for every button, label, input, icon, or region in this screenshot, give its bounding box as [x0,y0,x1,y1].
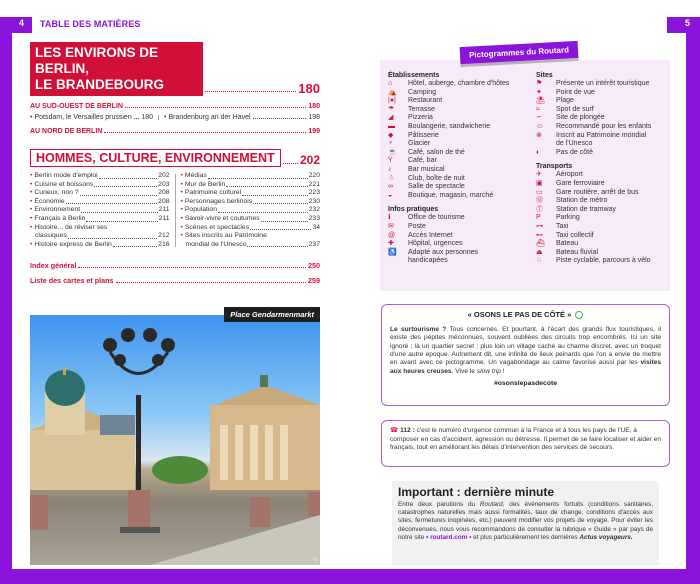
picto-label: Recommandé pour les enfants [556,122,652,130]
picto-item [388,132,536,141]
dot-leader [116,282,307,283]
picto-item [536,232,676,241]
toc-chapter-hommes[interactable] [30,149,320,167]
picto-label: Pizzeria [408,114,433,122]
entry-page: 208 [158,197,170,205]
entry-page: 223 [308,189,320,197]
music-icon: ♪ [388,165,392,173]
important-title: Important : dernière minute [398,485,555,499]
dot-leader [104,132,306,133]
picto-label: Site de plongée [556,114,605,122]
toc-entry[interactable] [30,206,170,215]
entry-label: Mur de Berlin [184,180,226,188]
entry-label: Brandenburg an der Havel [168,114,251,121]
entry-label: Histoire... de réviser ses [34,223,108,231]
kids-icon: ☺ [536,122,544,130]
bullet-icon: • [180,206,183,214]
toc-entry[interactable] [180,232,320,249]
routard-link[interactable]: • routard.com • [426,533,472,541]
toc-entry-brandenburg[interactable] [164,114,320,121]
toc-chapter-environs[interactable] [30,42,320,96]
tourism-office-icon: ℹ [388,214,391,222]
dot-leader [80,195,158,196]
side-step-icon [575,311,583,319]
section-title: AU NORD DE BERLIN [30,128,103,135]
picto-label-cont: de l'Unesco [556,140,593,148]
coffee-icon: ☕ [388,148,397,156]
entry-page: 211 [158,206,170,214]
toc-entry[interactable] [30,181,170,190]
picto-item [388,140,536,149]
picto-item [536,180,676,189]
index-page: 250 [308,261,320,271]
viewpoint-icon: ✦ [536,88,542,96]
toc-entry[interactable] [30,189,170,198]
dot-leader [283,163,298,164]
entry-page: 202 [158,172,170,179]
emergency-text: c'est le numéro d'urgence commun à la France et à tous les pays de l'UE, à composer en cas d'accident, agression ou détresse. Il permet de se faire localiser et aider en français, tout en améliorant les délais d'intervention des services de secours. [390,427,662,451]
dot-leader [134,118,140,119]
dot-leader [261,221,308,222]
picto-label: Taxi [556,222,569,230]
column-divider [175,174,176,247]
text-span: Tous concernés. Et pourtant, à l'écart des grands flux touristiques, il existe des pépites méconnues, souvent oubliées des circuits trop encombrés. Ici un site ignoré ; là un quartier secret ; plus loin un village caché au charme discret, avec un troquet d'une autre époque. Autrement dit, une infinité de lieux peinards que l'on a envie de mettre en avant avec ce pictogramme. Un vagabondage au calme favorisé aussi par les [390,326,661,367]
unesco-icon: ⊗ [536,131,542,139]
picto-item [388,123,536,132]
toc-sub-entries [30,114,320,121]
dot-leader [113,246,157,247]
dot-leader [218,212,308,213]
shared-taxi-icon: ⊷ [536,231,543,239]
toc-entry[interactable] [180,206,320,215]
picto-item [388,192,536,201]
entry-label: Personnages berlinois [184,197,253,205]
toc-entry-potsdam[interactable] [30,114,153,121]
picto-column-2 [536,72,676,266]
picto-label: Aéroport [556,171,583,179]
picto-item [536,149,676,158]
picto-label: Café, bar [408,157,437,165]
text-span: . Vive le [451,367,477,375]
bullet-icon: • [180,197,183,205]
dot-leader [208,178,308,179]
picto-item [536,189,676,198]
toc-entry[interactable] [180,198,320,207]
pictogram-legend-title: Pictogrammes du Routard [460,41,579,64]
taxi-icon: ⊶ [536,222,543,230]
dot-leader [78,267,306,268]
entry-page: 237 [308,240,320,248]
picto-item [388,240,536,249]
toc-entry[interactable] [180,224,320,233]
picto-label: Salle de spectacle [408,183,465,191]
bullet-icon: • [30,180,33,188]
chapter-title-box [30,42,203,96]
picto-item [388,97,536,106]
picto-item [388,114,536,123]
toc-entry[interactable] [30,198,170,207]
toc-entry[interactable] [180,189,320,198]
pas-de-cote-text [390,326,661,376]
pas-de-cote-hashtag: #osonslepasdecote [493,379,558,387]
club-icon: ☃ [388,174,395,182]
picto-item [388,175,536,184]
post-icon: ✉ [388,222,394,230]
chapter-title-line2: LE BRANDEBOURG [35,77,165,92]
table-of-contents [30,42,320,285]
toc-entry[interactable] [180,215,320,224]
entry-page: 230 [308,197,320,205]
entry-label: Médias [184,172,207,179]
dot-leader [253,118,307,119]
picto-item [388,183,536,192]
picto-heading-transports: Transports [536,163,573,171]
index-page: 259 [308,276,320,286]
dot-leader [205,91,296,92]
picto-label-cont: handicapées [408,257,448,265]
side-step-icon: ◐ [536,148,541,156]
picto-label: Office de tourisme [408,214,465,222]
bullet-icon: • [30,172,33,179]
picto-label: Hôpital, urgences [408,240,463,248]
pas-de-cote-title [390,310,661,319]
bullet-icon: • [30,114,33,121]
page-number-left: 4 [19,18,25,28]
photo-credit: © [312,555,318,561]
picto-label: Piste cyclable, parcours à vélo [556,257,651,265]
picto-label: Parking [556,214,580,222]
toc-entry[interactable] [180,181,320,190]
entry-page: 180 [141,114,153,121]
picto-label: Camping [408,88,437,96]
bullet-icon: • [30,189,33,197]
column-divider [158,115,159,120]
bullet-icon: • [164,114,167,121]
bullet-icon: • [30,214,33,222]
picto-item [536,257,676,266]
bullet-icon: • [180,232,183,240]
tourist-interest-icon: ⚑ [536,80,543,87]
entry-page: 203 [158,180,170,188]
picto-label: Club, boîte de nuit [408,174,465,182]
picto-label: Station de métro [556,197,608,205]
entry-label-cont: mondial de l'Unesco [185,240,247,248]
dot-leader [99,178,158,179]
pizza-icon: ◢ [388,114,394,122]
dot-leader [66,203,158,204]
bottom-band [0,569,700,584]
dot-leader [247,246,307,247]
picto-item [536,114,676,123]
section-page: 180 [308,103,320,110]
dot-leader [86,221,157,222]
text-bold: visites aux heures creuses [390,359,661,375]
entry-label: Histoire express de Berlin [34,240,112,248]
picto-item [536,197,676,206]
picto-label: Point de vue [556,88,595,96]
picto-label: Présente un intérêt touristique [556,80,650,87]
picto-label: Boutique, magasin, marché [408,191,494,199]
bullet-icon: • [180,223,183,231]
boat-icon: ⛴ [536,240,545,248]
picto-label: Pas de côté [556,148,593,156]
photo-caption: Place Gendarmenmarkt [224,307,320,322]
river-boat-icon: ⏏ [536,248,543,256]
picto-item [388,106,536,115]
emergency-number-box [381,420,670,467]
bullet-icon: • [180,214,183,222]
ice-cream-icon: ♆ [388,140,394,148]
picto-label: Glacier [408,140,431,148]
picto-item [536,106,676,115]
entry-label: Savoir-vivre et coutumes [184,214,260,222]
entry-label: Scènes et spectacles [184,223,250,231]
picto-item [388,80,536,89]
dot-leader [253,203,308,204]
airport-icon: ✈ [536,171,542,179]
toc-entry[interactable] [180,172,320,181]
photo-image [30,315,320,565]
dot-leader [226,186,307,187]
bus-icon: ▭ [536,188,543,196]
train-icon: ▣ [536,179,543,187]
picto-item [536,223,676,232]
entry-label: Français à Berlin [34,214,86,222]
entry-page: 216 [158,240,170,248]
picto-heading-etablissements: Établissements [388,72,440,79]
picto-label: Gare ferroviaire [556,179,605,187]
picto-item [536,89,676,98]
toc-index-general[interactable] [30,261,320,270]
entry-page: 208 [158,189,170,197]
pas-de-cote-title-text: « OSONS LE PAS DE CÔTÉ » [467,310,572,319]
picto-item [388,149,536,158]
picto-heading-sites: Sites [536,72,553,79]
text-span: Entre deux parutions du [398,501,480,508]
picto-label: Adapté aux personnes [408,248,479,256]
phone-icon: ☎ [390,427,399,434]
bullet-icon: • [30,206,33,214]
pictogram-legend [380,60,670,291]
hospital-icon: ✚ [388,240,394,248]
toc-entry[interactable] [30,215,170,224]
pas-de-cote-lead: Le surtourisme ? [390,326,447,334]
picto-label: Pâtisserie [408,131,439,139]
picto-label: Bateau [556,240,579,248]
toc-column-1 [30,172,170,249]
pastry-icon: ◆ [388,131,394,139]
toc-section-sud-ouest[interactable] [30,103,320,110]
picto-label: Spot de surf [556,105,594,113]
toc-entry[interactable] [30,172,170,181]
tram-icon: Ⓣ [536,205,543,213]
bullet-icon: • [30,240,33,248]
picto-heading-infos: Infos pratiques [388,206,439,214]
picto-label: Hôtel, auberge, chambre d'hôtes [408,80,510,87]
internet-icon: @ [388,231,396,239]
picto-label: Taxi collectif [556,231,594,239]
text-span: , des événements fortuits (conditions sanitaires, catastrophes naturelles mais aussi formalités, taux de change, conditions d'accès aux sites, fermetures inopinées, etc.) peuvent modifier vos projets de voyage. Pour éviter les déconvenues, nous vous recommandons de consulter la rubrique « Guide » par pays de notre site [398,501,653,541]
left-margin-band [0,17,12,584]
bullet-icon: • [180,189,183,197]
picto-label: Inscrit au Patrimoine mondial [556,131,647,139]
picto-label: Boulangerie, sandwicherie [408,122,491,130]
entry-page: 198 [308,114,320,121]
text-span: et plus particulièrement les dernières [471,533,580,541]
chapter-title-box: HOMMES, CULTURE, ENVIRONNEMENT [30,149,281,167]
picto-item [388,157,536,166]
picto-label: Café, salon de thé [408,148,465,156]
dot-leader [242,195,307,196]
chapter-page: 202 [299,153,320,167]
section-page: 199 [308,128,320,135]
section-title: AU SUD-OUEST DE BERLIN [30,103,123,110]
bakery-icon: ▬ [388,122,395,130]
bar-icon: Ÿ [388,157,393,165]
entry-page: 34 [312,223,320,231]
entry-page: 212 [158,232,170,240]
right-margin-band [686,31,700,584]
toc-section-nord[interactable] [30,128,320,135]
entry-page: 232 [308,206,320,214]
text-bold-italic: Actus voyageurs. [579,533,633,541]
picto-item [536,214,676,223]
entry-label: Curieux, non ? [34,189,79,197]
important-notice [392,481,659,566]
entry-label: Potsdam, le Versailles prussien [34,114,132,121]
picto-column-1 [388,72,536,266]
theater-icon: ∞ [388,183,393,191]
bullet-icon: • [30,223,33,231]
beach-icon: ⛱ [536,97,545,105]
entry-label: Environnement [34,206,81,214]
surf-icon: ≈ [536,105,540,113]
picto-item [536,132,676,149]
photo-gendarmenmarkt [30,310,320,565]
bullet-icon: • [180,180,183,188]
toc-chapter-entries [30,172,320,249]
pas-de-cote-box [381,304,670,406]
picto-label: Poste [408,222,426,230]
picto-item [388,214,536,223]
index-label: Liste des cartes et plans [30,276,114,286]
running-head: TABLE DES MATIÈRES [40,19,141,29]
entry-label: Berlin mode d'emploi [34,172,98,179]
diving-icon: ∽ [536,114,542,122]
toc-maps-list[interactable] [30,276,320,285]
bike-icon: ♘ [536,257,543,265]
dot-leader [68,238,157,239]
picto-item [388,223,536,232]
hotel-icon: ⌂ [388,80,393,87]
picto-item [388,232,536,241]
entry-page: 233 [308,214,320,222]
picto-item [536,249,676,258]
picto-label: Terrasse [408,105,435,113]
page-number-right: 5 [684,18,690,28]
toc-entry[interactable] [30,224,170,241]
picto-item [536,206,676,215]
camping-icon: ⛺ [388,88,397,96]
picto-label: Plage [556,97,574,105]
entry-label: Cuisine et boissons [34,180,94,188]
parking-icon: P [536,214,541,222]
entry-label: Économie [34,197,65,205]
dot-leader [81,212,158,213]
entry-label: Sites inscrits au Patrimoine [184,232,267,240]
entry-label: Patrimoine culturel [184,189,242,197]
shop-icon: ◒ [388,191,393,199]
emergency-number: 112 : [400,427,415,434]
dot-leader [125,107,306,108]
accessible-icon: ♿ [388,248,397,256]
bullet-icon: • [30,197,33,205]
text-italic: Routard [479,501,503,508]
picto-item [536,123,676,132]
entry-page: 220 [308,172,320,179]
picto-label: Accès Internet [408,231,453,239]
dot-leader [250,229,311,230]
picto-item [388,166,536,175]
picto-item [536,97,676,106]
picto-label: Bateau fluvial [556,248,599,256]
picto-item [536,171,676,180]
entry-page: 211 [158,214,170,222]
picto-item [536,240,676,249]
dot-leader [94,186,157,187]
entry-page: 221 [308,180,320,188]
chapter-title-line1: LES ENVIRONS DE BERLIN, [35,45,159,76]
picto-label: Station de tramway [556,205,616,213]
bullet-icon: • [180,172,183,179]
index-label: Index général [30,261,77,271]
picto-item [536,80,676,89]
picto-item [388,249,536,266]
entry-label: Population [184,206,217,214]
picto-label: Restaurant [408,97,443,105]
picto-item [388,89,536,98]
picto-label: Bar musical [408,165,445,173]
terrace-icon: ☂ [388,105,395,113]
toc-entry[interactable] [30,241,170,250]
entry-label-cont: classiques [35,232,67,240]
picto-label: Gare routière, arrêt de bus [556,188,639,196]
restaurant-icon: |●| [388,97,396,105]
text-italic: slow trip [476,367,501,375]
text-span: ! [500,367,505,375]
chapter-page: 180 [298,81,320,96]
toc-column-2 [180,172,320,249]
metro-icon: Ⓜ [536,197,543,205]
important-text [398,501,653,542]
